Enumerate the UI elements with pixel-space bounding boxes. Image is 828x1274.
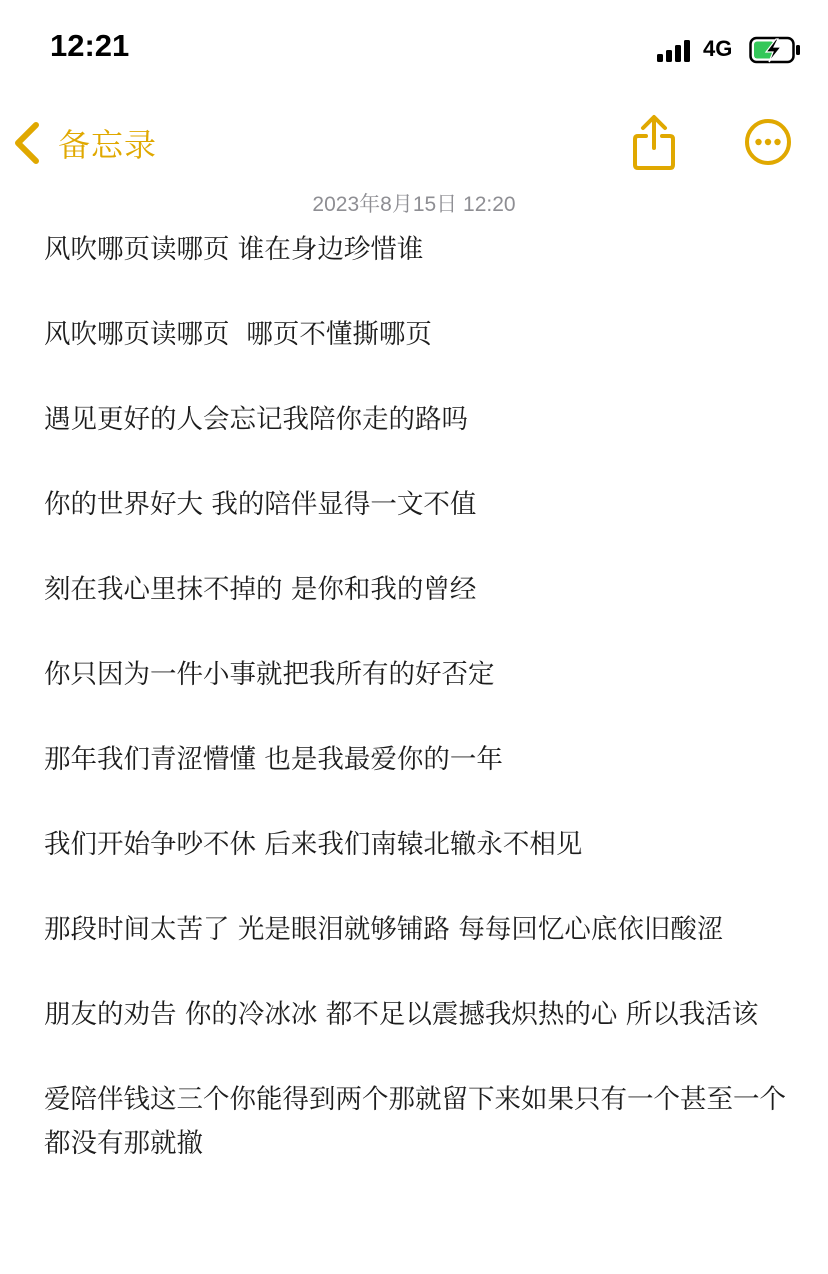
share-icon[interactable] bbox=[630, 114, 678, 172]
signal-bars-icon bbox=[657, 40, 693, 62]
note-line: 那年我们青涩懵懂 也是我最爱你的一年 bbox=[44, 744, 503, 775]
back-label: 备忘录 bbox=[58, 126, 158, 164]
note-line: 风吹哪页读哪页 哪页不懂撕哪页 bbox=[44, 319, 432, 350]
note-line: 那段时间太苦了 光是眼泪就够铺路 每每回忆心底依旧酸涩 bbox=[44, 914, 724, 945]
note-line: 你的世界好大 我的陪伴显得一文不值 bbox=[44, 489, 477, 520]
note-line: 刻在我心里抹不掉的 是你和我的曾经 bbox=[44, 574, 477, 605]
note-body[interactable] bbox=[44, 228, 789, 1207]
note-line: 你只因为一件小事就把我所有的好否定 bbox=[44, 659, 495, 690]
battery-charging-icon bbox=[749, 36, 801, 64]
note-line: 爱陪伴钱这三个你能得到两个那就留下来如果只有一个甚至一个都没有那就撤 bbox=[44, 1084, 786, 1159]
network-type-label: 4G bbox=[703, 36, 733, 61]
back-button[interactable] bbox=[10, 118, 157, 168]
chevron-left-icon bbox=[10, 120, 44, 166]
ellipsis-circle-icon[interactable] bbox=[744, 118, 792, 166]
nav-bar bbox=[0, 100, 828, 190]
note-line: 我们开始争吵不休 后来我们南辕北辙永不相见 bbox=[44, 829, 583, 860]
status-bar bbox=[0, 0, 828, 100]
status-time: 12:21 bbox=[50, 28, 130, 63]
note-line: 朋友的劝告 你的冷冰冰 都不足以震撼我炽热的心 所以我活该 bbox=[44, 999, 759, 1030]
note-line: 风吹哪页读哪页 谁在身边珍惜谁 bbox=[44, 234, 424, 265]
note-date: 2023年8月15日 12:20 bbox=[312, 193, 516, 216]
note-line: 遇见更好的人会忘记我陪你走的路吗 bbox=[44, 404, 468, 435]
